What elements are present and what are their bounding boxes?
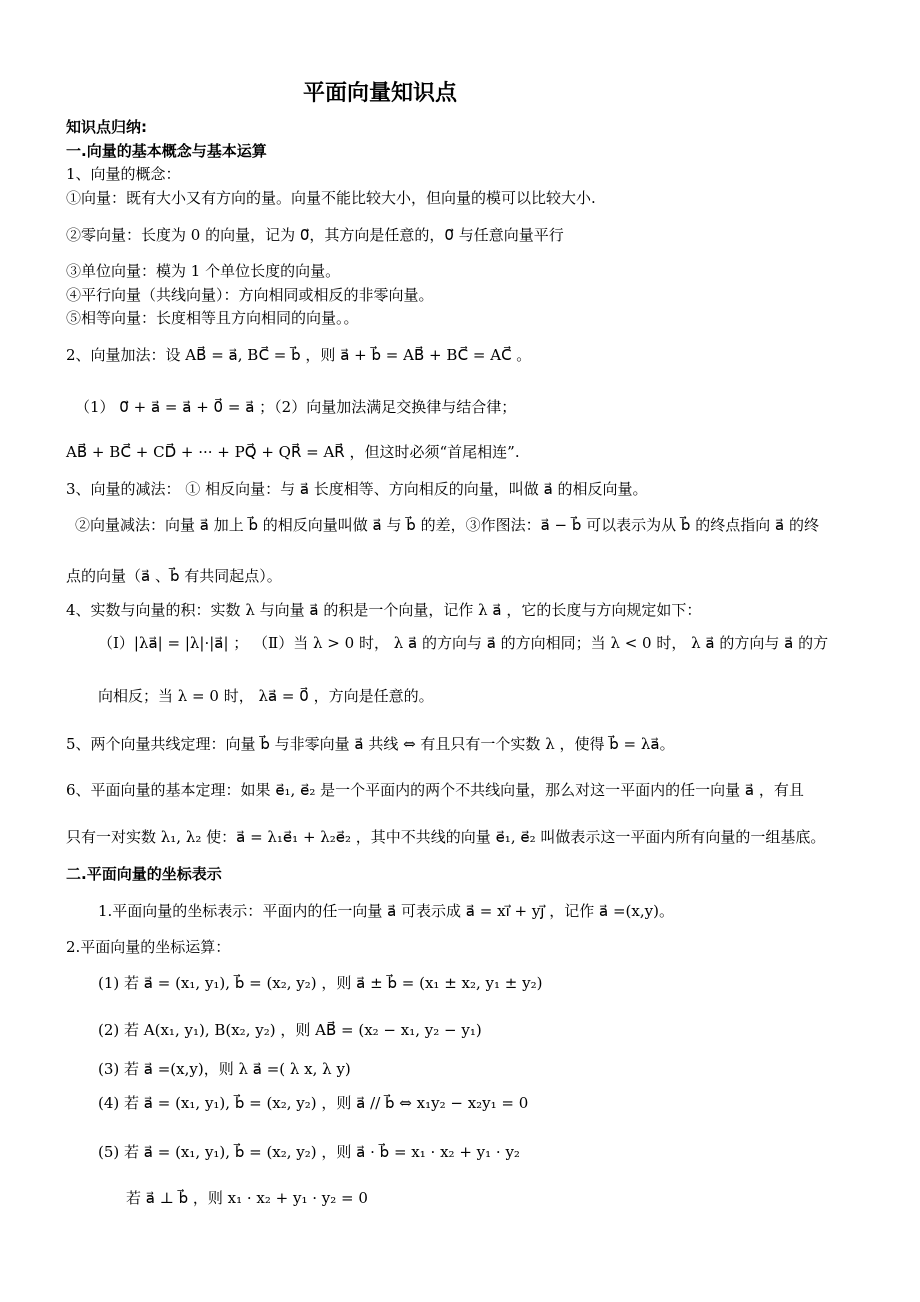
vector-addition: 2、向量加法：设 AB⃗ = a⃗, BC⃗ = b⃗ ，则 a⃗ + b⃗ = AB⃗ + BC⃗ = AC⃗ 。 [66,346,532,364]
perpendicular-condition: 若 a⃗ ⊥ b⃗ ，则 x₁ · x₂ + y₁ · y₂ = 0 [126,1189,368,1207]
subtraction-definition: ②向量减法：向量 a⃗ 加上 b⃗ 的相反向量叫做 a⃗ 与 b⃗ 的差，③作图法：a⃗ − b⃗ 可以表示为从 b⃗ 的终点指向 a⃗ 的终 [75,516,819,534]
scalar-product-rules: （Ⅰ）|λa⃗| = |λ|·|a⃗| ； （Ⅱ）当 λ > 0 时， λ a⃗ 的方向与 a⃗ 的方向相同；当 λ < 0 时， λ a⃗ 的方向与 a⃗ 的方 [98,634,829,652]
vector-subtraction: 3、向量的减法： ① 相反向量：与 a⃗ 长度相等、方向相反的向量，叫做 a⃗ 的相反向量。 [66,480,648,498]
concept-parallel-vector: ④平行向量（共线向量）：方向相同或相反的非零向量。 [66,286,434,304]
operation-3: (3) 若 a⃗ =(x,y)，则 λ a⃗ =( λ x, λ y) [98,1060,351,1078]
coordinate-operations-heading: 2.平面向量的坐标运算： [66,938,231,956]
operation-1: (1) 若 a⃗ = (x₁, y₁), b⃗ = (x₂, y₂) ，则 a⃗ ± b⃗ = (x₁ ± x₂, y₁ ± y₂) [98,974,543,992]
collinear-theorem: 5、两个向量共线定理：向量 b⃗ 与非零向量 a⃗ 共线 ⇔ 有且只有一个实数 λ ，使得 b⃗ = λa⃗。 [66,735,675,753]
summary-heading: 知识点归纳: [66,118,147,136]
scalar-product-rules-cont: 向相反；当 λ = 0 时， λa⃗ = 0⃗ ，方向是任意的。 [98,687,434,705]
section-2-heading: 二.平面向量的坐标表示 [66,865,222,883]
concept-zero-vector: ②零向量：长度为 0 的向量，记为 0⃗，其方向是任意的，0⃗ 与任意向量平行 [66,226,564,244]
basis-theorem-cont: 只有一对实数 λ₁, λ₂ 使：a⃗ = λ₁e⃗₁ + λ₂e⃗₂ ，其中不共线的向量 e⃗₁, e⃗₂ 叫做表示这一平面内所有向量的一组基底。 [66,828,826,846]
concept-equal-vector: ⑤相等向量：长度相等且方向相同的向量。。 [66,309,359,327]
concept-vector: ①向量：既有大小又有方向的量。向量不能比较大小，但向量的模可以比较大小. [66,189,596,207]
concept-unit-vector: ③单位向量：模为 1 个单位长度的向量。 [66,262,341,280]
operation-5: (5) 若 a⃗ = (x₁, y₁), b⃗ = (x₂, y₂) ，则 a⃗ · b⃗ = x₁ · x₂ + y₁ · y₂ [98,1143,520,1161]
operation-2: (2) 若 A(x₁, y₁), B(x₂, y₂) ，则 AB⃗ = (x₂ − x₁, y₂ − y₁) [98,1021,482,1039]
operation-4: (4) 若 a⃗ = (x₁, y₁), b⃗ = (x₂, y₂) ，则 a⃗ // b⃗ ⇔ x₁y₂ − x₂y₁ = 0 [98,1094,529,1112]
subtraction-definition-cont: 点的向量（a⃗ 、b⃗ 有共同起点）。 [66,567,282,585]
addition-chain: AB⃗ + BC⃗ + CD⃗ + ··· + PQ⃗ + QR⃗ = AR⃗ ，但这时必须“首尾相连”. [66,443,520,461]
concept-heading: 1、向量的概念： [66,165,181,183]
scalar-product: 4、实数与向量的积：实数 λ 与向量 a⃗ 的积是一个向量，记作 λ a⃗ ，它的长度与方向规定如下： [66,601,702,619]
coordinate-representation: 1.平面向量的坐标表示：平面内的任一向量 a⃗ 可表示成 a⃗ = xi⃗ + yj⃗ ，记作 a⃗ =(x,y)。 [98,902,674,920]
basis-theorem: 6、平面向量的基本定理：如果 e⃗₁, e⃗₂ 是一个平面内的两个不共线向量，那么对这一平面内的任一向量 a⃗ ，有且 [66,781,804,799]
addition-rules: （1） 0⃗ + a⃗ = a⃗ + 0⃗ = a⃗ ；（2）向量加法满足交换律与结合律； [75,398,517,416]
section-1-heading: 一.向量的基本概念与基本运算 [66,142,267,160]
page-title: 平面向量知识点 [302,81,457,106]
